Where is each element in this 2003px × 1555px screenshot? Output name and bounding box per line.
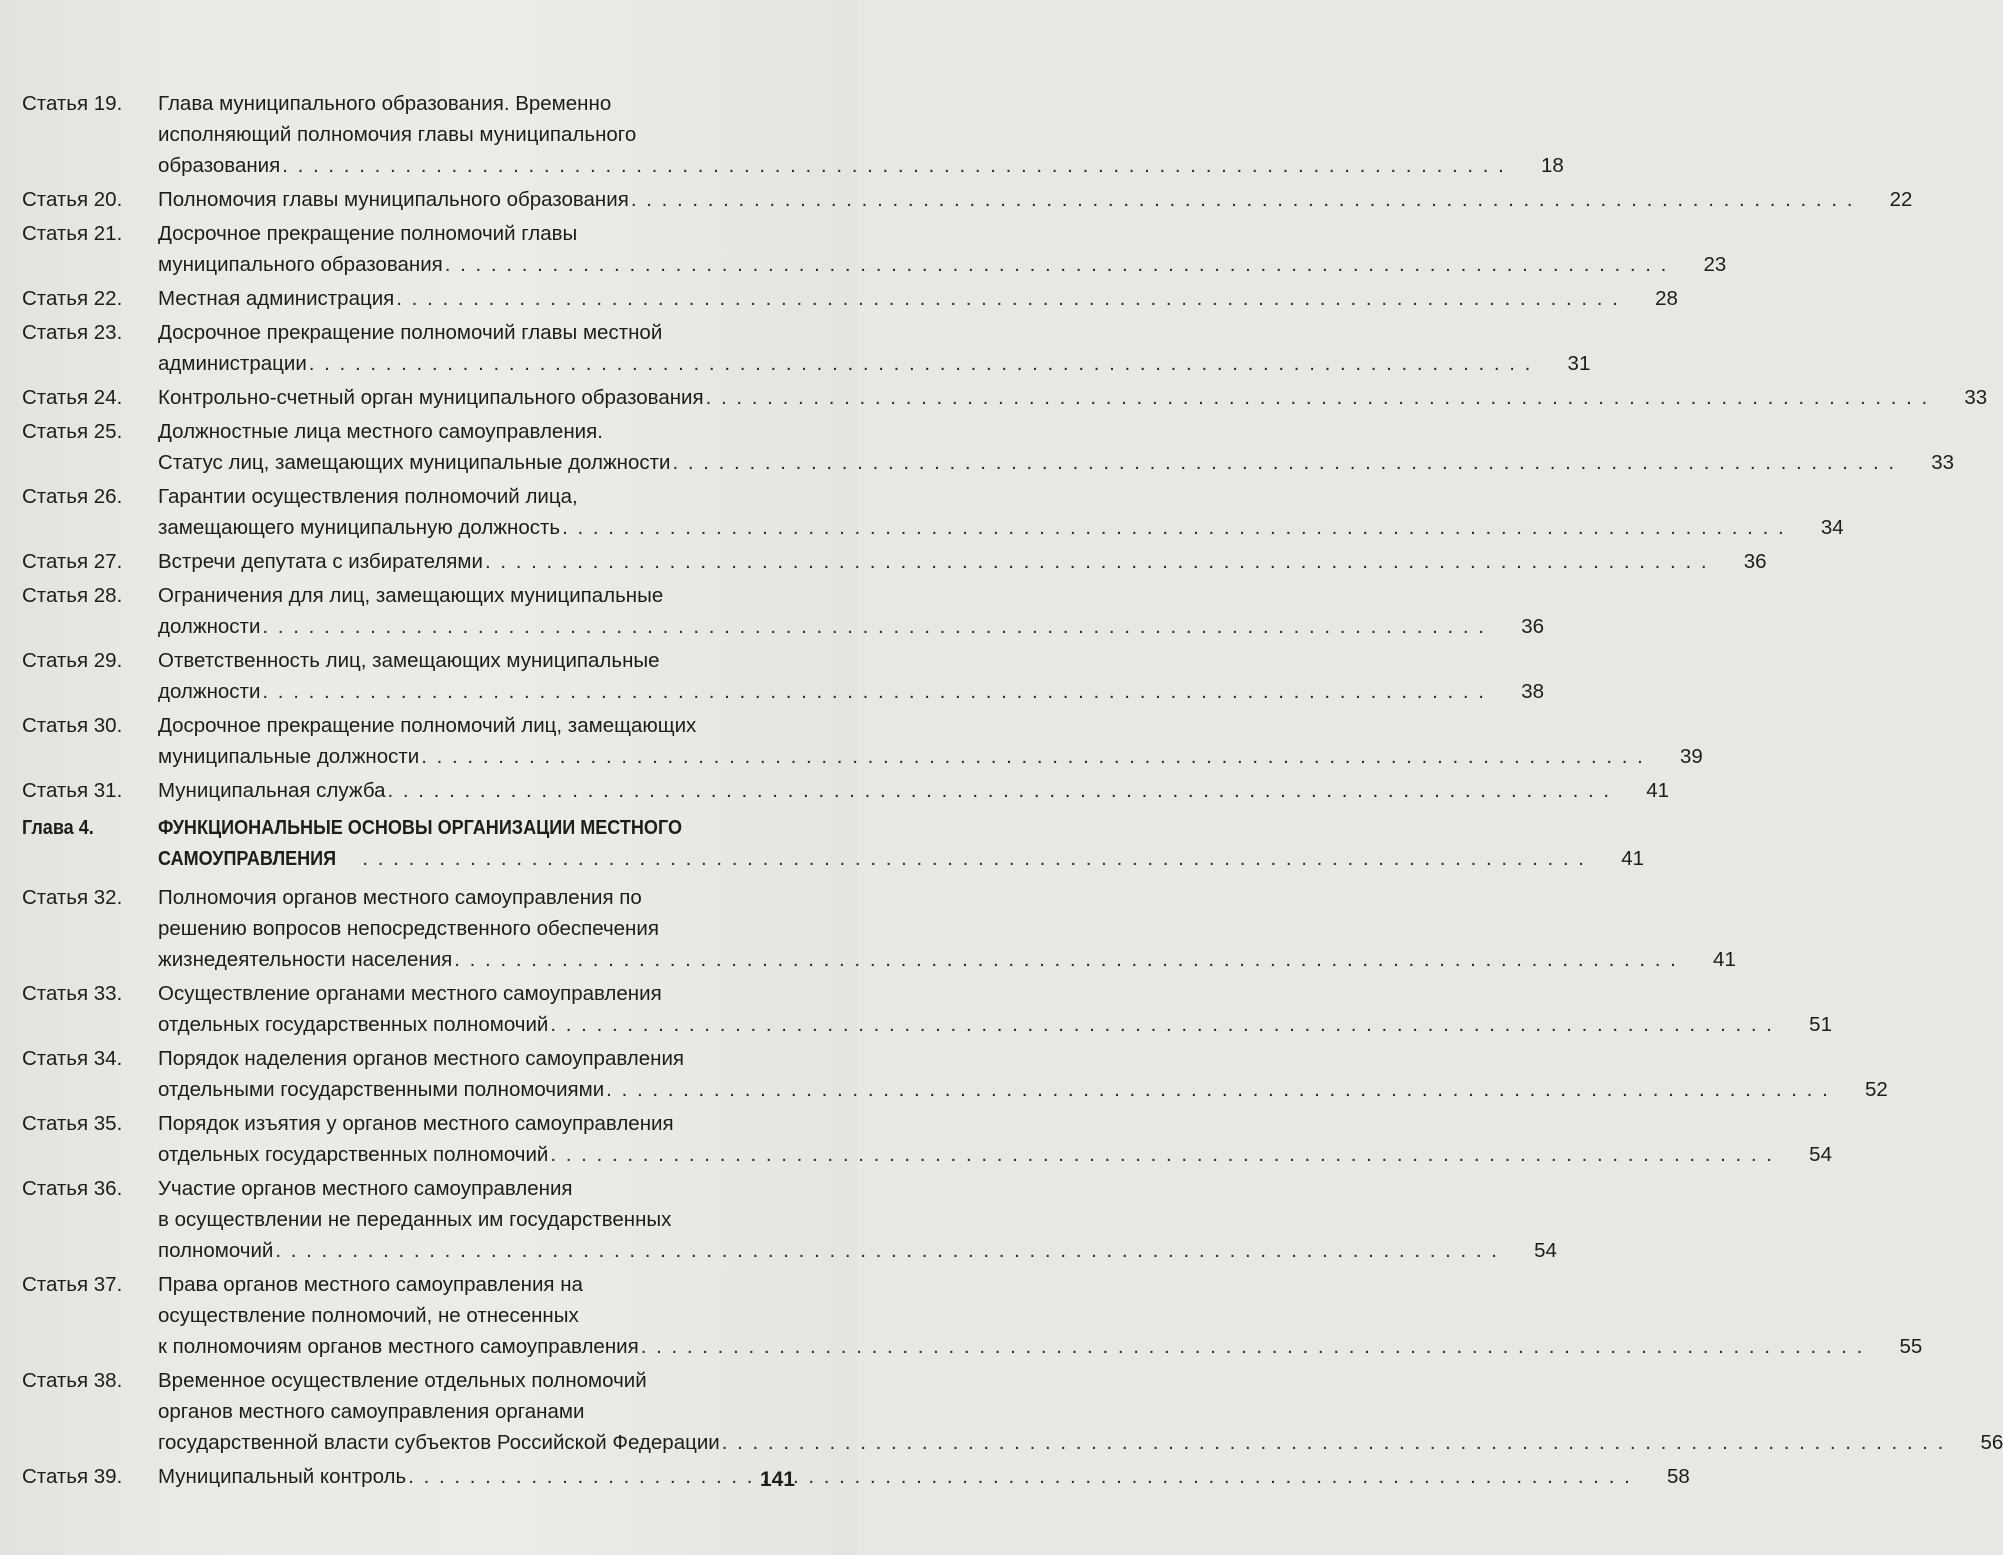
entry-title-line — [158, 88, 1506, 119]
entry-title-line — [158, 1427, 1945, 1458]
entry-title-text: осуществление полномочий, не отнесенных — [158, 1304, 579, 1327]
toc-entry — [22, 1365, 2003, 1458]
entry-page-number: 28 — [1655, 287, 1678, 310]
entry-title-line — [158, 249, 1668, 280]
leader-dots — [706, 382, 1930, 413]
entry-page-number: 18 — [1541, 154, 1564, 177]
entry-title-text: Порядок изъятия у органов местного самоуправления — [158, 1112, 674, 1135]
entry-page-number: 51 — [1809, 1013, 1832, 1036]
entry-title-text: полномочий — [158, 1239, 274, 1262]
leader-dots — [454, 944, 1678, 975]
leader-dots — [641, 1331, 1865, 1362]
entry-label: Статья 30. — [22, 714, 123, 737]
toc-entry — [22, 882, 1736, 975]
entry-title-line — [158, 184, 1854, 215]
entry-label: Статья 23. — [22, 321, 123, 344]
entry-title-text: муниципального образования — [158, 253, 443, 276]
leader-dots — [362, 843, 1586, 874]
entry-title-line — [158, 710, 1645, 741]
entry-label: Статья 28. — [22, 584, 123, 607]
entry-title — [158, 978, 1832, 1040]
entry-page-number: 52 — [1864, 1078, 1888, 1101]
entry-label: Статья 25. — [22, 420, 123, 443]
entry-title-text: Ограничения для лиц, замещающих муниципальные — [158, 584, 664, 607]
entry-title-line — [158, 1269, 1864, 1300]
entry-title-text: должности — [158, 615, 261, 638]
entry-title-line — [158, 283, 1620, 314]
entry-title-line — [158, 382, 1929, 413]
entry-title — [158, 481, 1844, 543]
entry-page-number: 41 — [1646, 779, 1670, 802]
entry-title-line — [158, 447, 1896, 478]
entry-title-text: Участие органов местного самоуправления — [158, 1177, 573, 1200]
toc-entry — [22, 88, 1564, 181]
entry-title-text: Встречи депутата с избирателями — [158, 550, 483, 573]
entry-label: Статья 38. — [22, 1369, 123, 1392]
leader-dots — [550, 1139, 1774, 1170]
entry-label: Глава 4. — [22, 816, 94, 839]
entry-title-line — [158, 1235, 1499, 1266]
entry-title-text: САМОУПРАВЛЕНИЯ — [158, 847, 337, 870]
leader-dots — [631, 184, 1855, 215]
entry-page-number: 36 — [1521, 615, 1544, 638]
entry-title-line — [158, 1300, 1864, 1331]
entry-title-text: Муниципальная служба — [158, 779, 386, 802]
entry-title — [158, 218, 1726, 280]
entry-title-line — [158, 416, 1896, 447]
entry-title — [158, 1461, 1690, 1492]
entry-title — [158, 775, 1669, 806]
entry-title — [158, 317, 1590, 379]
entry-page-number: 54 — [1809, 1143, 1832, 1166]
entry-title-line — [158, 1365, 1945, 1396]
entry-title-line — [158, 218, 1668, 249]
toc-entry — [22, 184, 1913, 215]
leader-dots — [262, 611, 1486, 642]
entry-title-line — [158, 645, 1486, 676]
entry-title — [158, 1269, 1922, 1362]
entry-label: Статья 31. — [22, 779, 123, 802]
entry-title-line — [158, 944, 1678, 975]
leader-dots — [388, 775, 1612, 806]
entry-title — [158, 1365, 2003, 1458]
entry-label: Статья 27. — [22, 550, 123, 573]
entry-title-line — [158, 1396, 1945, 1427]
entry-page-number: 34 — [1820, 516, 1844, 539]
toc-entry — [22, 775, 1670, 806]
entry-title-line — [158, 812, 1586, 843]
entry-title-text: жизнедеятельности населения — [158, 948, 453, 971]
entry-title-text: Ответственность лиц, замещающих муниципальные — [158, 649, 660, 672]
toc-entry — [22, 1269, 1923, 1362]
toc-entry — [22, 546, 1767, 577]
entry-title-line — [158, 978, 1774, 1009]
entry-title — [158, 283, 1678, 314]
entry-title — [158, 580, 1544, 642]
entry-title-text: Полномочия органов местного самоуправления по — [158, 886, 642, 909]
leader-dots — [421, 741, 1645, 772]
entry-title-text: Контрольно-счетный орган муниципального образования — [158, 386, 704, 409]
entry-title-text: отдельных государственных полномочий — [158, 1013, 549, 1036]
leader-dots — [275, 1235, 1499, 1266]
leader-dots — [606, 1074, 1830, 1105]
entry-title-text: Должностные лица местного самоуправления. — [158, 420, 603, 443]
entry-title-text: исполняющий полномочия главы муниципального — [158, 123, 637, 146]
toc-entry — [22, 978, 1832, 1040]
leader-dots — [408, 1461, 1632, 1492]
entry-title-line — [158, 1108, 1774, 1139]
entry-title — [158, 88, 1564, 181]
toc-entry — [22, 1043, 1888, 1105]
leader-dots — [262, 676, 1486, 707]
entry-label: Статья 39. — [22, 1465, 123, 1488]
entry-title-text: государственной власти субъектов Российской Федерации — [158, 1431, 720, 1454]
entry-page-number: 22 — [1889, 188, 1913, 211]
entry-page-number: 33 — [1964, 386, 1988, 409]
leader-dots — [282, 150, 1506, 181]
entry-page-number: 39 — [1680, 745, 1703, 768]
entry-title-text: Досрочное прекращение полномочий главы — [158, 222, 578, 245]
entry-page-number: 54 — [1534, 1239, 1557, 1262]
entry-title — [158, 416, 1954, 478]
entry-title-text: должности — [158, 680, 261, 703]
entry-title — [158, 1043, 1888, 1105]
entry-title-text: Местная администрация — [158, 287, 395, 310]
entry-label: Статья 34. — [22, 1047, 123, 1070]
entry-title-text: муниципальные должности — [158, 745, 420, 768]
entry-title-text: Досрочное прекращение полномочий главы местной — [158, 321, 663, 344]
entry-title-text: к полномочиям органов местного самоуправления — [158, 1335, 639, 1358]
entry-title-text: Временное осуществление отдельных полномочий — [158, 1369, 647, 1392]
entry-label: Статья 37. — [22, 1273, 123, 1296]
entry-page-number: 38 — [1521, 680, 1544, 703]
entry-title-text: органов местного самоуправления органами — [158, 1400, 585, 1423]
entry-title-text: Права органов местного самоуправления на — [158, 1273, 583, 1296]
entry-label: Статья 24. — [22, 386, 123, 409]
entry-title-line — [158, 481, 1786, 512]
entry-title-text: образования — [158, 154, 281, 177]
toc-entry — [22, 1173, 1557, 1266]
entry-title-line — [158, 512, 1786, 543]
toc-entry — [22, 580, 1544, 642]
entry-title-text: решению вопросов непосредственного обеспечения — [158, 917, 659, 940]
leader-dots — [550, 1009, 1774, 1040]
entry-page-number: 36 — [1743, 550, 1767, 573]
entry-title-line — [158, 1009, 1774, 1040]
entry-title-line — [158, 676, 1486, 707]
toc-entry — [22, 1461, 1690, 1492]
leader-dots — [396, 283, 1620, 314]
entry-title-line — [158, 1139, 1774, 1170]
toc-entry — [22, 317, 1591, 379]
entry-title-line — [158, 913, 1678, 944]
entry-title-text: Муниципальный контроль — [158, 1465, 407, 1488]
entry-title — [158, 546, 1767, 577]
entry-label: Статья 35. — [22, 1112, 123, 1135]
entry-title — [158, 812, 1644, 874]
leader-dots — [445, 249, 1669, 280]
entry-title-line — [158, 882, 1678, 913]
entry-title-line — [158, 119, 1506, 150]
entry-title-line — [158, 150, 1506, 181]
entry-title-line — [158, 317, 1532, 348]
entry-title-line — [158, 1204, 1499, 1235]
leader-dots — [309, 348, 1533, 379]
entry-title-line — [158, 580, 1486, 611]
entry-title-text: Полномочия главы муниципального образования — [158, 188, 629, 211]
entry-page-number: 33 — [1931, 451, 1955, 474]
entry-title-text: отдельными государственными полномочиями — [158, 1078, 605, 1101]
entry-title-text: Статус лиц, замещающих муниципальные должности — [158, 451, 671, 474]
entry-label: Статья 21. — [22, 222, 123, 245]
entry-title — [158, 882, 1736, 975]
entry-title-line — [158, 1043, 1830, 1074]
entry-page-number: 23 — [1703, 253, 1727, 276]
toc-entry — [22, 382, 1988, 413]
entry-title-text: администрации — [158, 352, 307, 375]
entry-label: Статья 20. — [22, 188, 123, 211]
entry-page-number: 58 — [1666, 1465, 1690, 1488]
entry-title-text: Осуществление органами местного самоуправления — [158, 982, 662, 1005]
entry-title-line — [158, 611, 1486, 642]
leader-dots — [485, 546, 1709, 577]
entry-page-number: 41 — [1713, 948, 1736, 971]
leader-dots — [562, 512, 1786, 543]
leader-dots — [672, 447, 1896, 478]
entry-label: Статья 26. — [22, 485, 123, 508]
entry-title — [158, 710, 1703, 772]
entry-title-line — [158, 348, 1532, 379]
entry-title-line — [158, 1074, 1830, 1105]
entry-title-text: ФУНКЦИОНАЛЬНЫЕ ОСНОВЫ ОРГАНИЗАЦИИ МЕСТНОГО — [158, 816, 682, 839]
entry-title-text: Гарантии осуществления полномочий лица, — [158, 485, 578, 508]
entry-label: Статья 33. — [22, 982, 123, 1005]
entry-title-line — [158, 775, 1611, 806]
entry-title-line — [158, 1461, 1632, 1492]
toc-entry — [22, 283, 1678, 314]
entry-title-text: в осуществлении не переданных им государственных — [158, 1208, 672, 1231]
entry-title — [158, 184, 1912, 215]
entry-title-text: Порядок наделения органов местного самоуправления — [158, 1047, 685, 1070]
entry-title-text: Глава муниципального образования. Временно — [158, 92, 612, 115]
entry-page-number: 55 — [1899, 1335, 1923, 1358]
entry-title — [158, 645, 1544, 707]
entry-title — [158, 382, 1987, 413]
entry-label: Статья 32. — [22, 886, 123, 909]
entry-label: Статья 36. — [22, 1177, 123, 1200]
page-number: 141 — [759, 1468, 795, 1491]
toc-entry — [22, 416, 1955, 478]
entry-title-line — [158, 546, 1709, 577]
entry-page-number: 56 — [1980, 1431, 2003, 1454]
entry-title-text: Досрочное прекращение полномочий лиц, замещающих — [158, 714, 697, 737]
entry-label: Статья 29. — [22, 649, 123, 672]
entry-title-text: замещающего муниципальную должность — [158, 516, 561, 539]
toc-entry — [22, 710, 1703, 772]
leader-dots — [722, 1427, 1946, 1458]
table-of-contents — [22, 88, 2003, 1495]
toc-entry — [22, 218, 1727, 280]
toc-entry — [22, 645, 1544, 707]
entry-title-line — [158, 843, 1586, 874]
entry-title — [158, 1173, 1557, 1266]
entry-page-number: 31 — [1567, 352, 1591, 375]
entry-title-line — [158, 1331, 1864, 1362]
entry-title-text: отдельных государственных полномочий — [158, 1143, 549, 1166]
toc-entry — [22, 481, 1844, 543]
entry-label: Статья 22. — [22, 287, 123, 310]
entry-label: Статья 19. — [22, 92, 123, 115]
toc-chapter-entry — [22, 812, 1644, 874]
entry-page-number: 41 — [1621, 847, 1644, 870]
entry-title-line — [158, 1173, 1499, 1204]
entry-title-line — [158, 741, 1645, 772]
entry-title — [158, 1108, 1832, 1170]
toc-entry — [22, 1108, 1832, 1170]
